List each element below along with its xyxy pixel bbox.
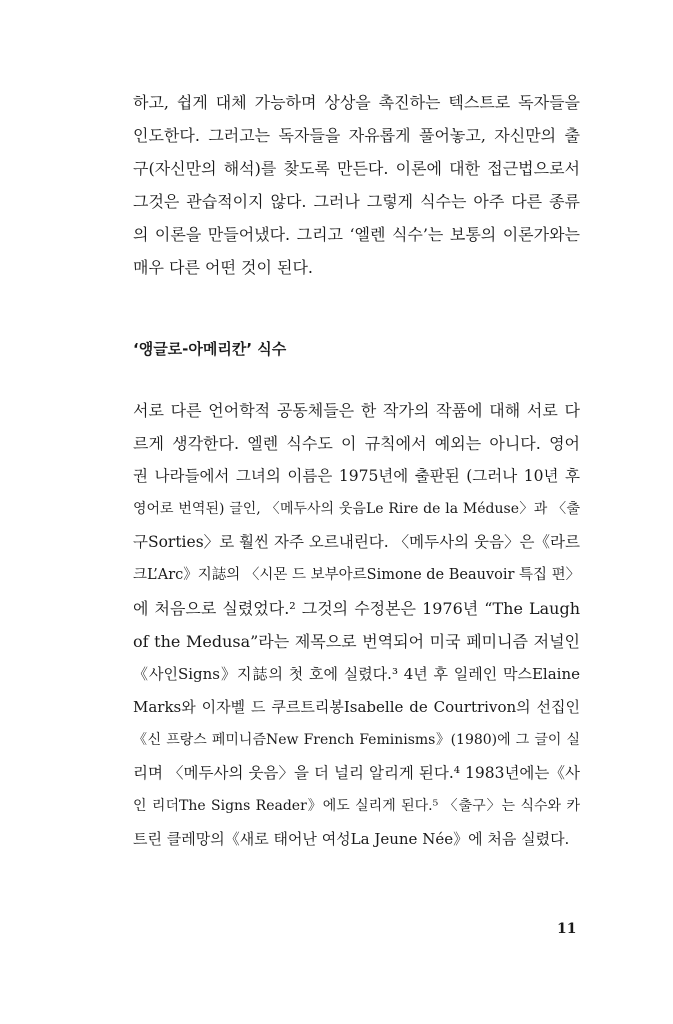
text-line: 리며 〈메두사의 웃음〉을 더 널리 알리게 된다.⁴ 1983년에는《사 xyxy=(133,764,580,782)
text-line: 매우 다른 어떤 것이 된다. xyxy=(133,258,313,277)
text-line: 《사인Signs》지誌의 첫 호에 실렸다.³ 4년 후 일레인 막스Elaine xyxy=(133,665,580,683)
text-line: 인 리더The Signs Reader》에도 실리게 된다.⁵ 〈출구〉는 식수와 카 xyxy=(133,798,580,814)
text-line: 구(자신만의 해석)를 찾도록 만든다. 이론에 대한 접근법으로서 xyxy=(133,159,580,178)
text-line: 영어로 번역된) 글인, 〈메두사의 웃음Le Rire de la Méduse〉과 〈출 xyxy=(133,501,580,517)
text-line: Marks와 이자벨 드 쿠르트리봉Isabelle de Courtrivon의 선집인 xyxy=(133,698,580,716)
text-line: 구Sorties〉로 훨씬 자주 오르내린다. 〈메두사의 웃음〉은《라르 xyxy=(133,533,580,551)
body-paragraph-2 xyxy=(133,394,580,856)
text-line: 에 처음으로 실렸었다.² 그것의 수정본은 1976년 “The Laugh xyxy=(133,599,580,618)
text-line: 《신 프랑스 페미니즘New French Feminisms》(1980)에 그 글이 실 xyxy=(133,732,580,748)
text-line: 트린 클레망의《새로 태어난 여성La Jeune Née》에 처음 실렸다. xyxy=(133,830,570,848)
text-line: 인도한다. 그러고는 독자들을 자유롭게 풀어놓고, 자신만의 출 xyxy=(133,126,580,145)
section-heading: ‘앵글로-아메리칸’ 식수 xyxy=(133,340,287,358)
text-line: 크L’Arc》지誌의 〈시몬 드 보부아르Simone de Beauvoir 특집 편〉 xyxy=(133,567,581,583)
text-line: 르게 생각한다. 엘렌 식수도 이 규칙에서 예외는 아니다. 영어 xyxy=(133,434,580,453)
text-line: of the Medusa”라는 제목으로 번역되어 미국 페미니즘 저널인 xyxy=(133,632,580,651)
text-line: 그것은 관습적이지 않다. 그러나 그렇게 식수는 아주 다른 종류 xyxy=(133,192,580,211)
page-number: 11 xyxy=(557,921,577,937)
body-paragraph-1 xyxy=(133,86,580,284)
text-line: 서로 다른 언어학적 공동체들은 한 작가의 작품에 대해 서로 다 xyxy=(133,401,580,420)
text-line: 하고, 쉽게 대체 가능하며 상상을 촉진하는 텍스트로 독자들을 xyxy=(133,93,580,112)
text-line: 권 나라들에서 그녀의 이름은 1975년에 출판된 (그러나 10년 후 xyxy=(133,467,580,485)
text-line: 의 이론을 만들어냈다. 그리고 ‘엘렌 식수’는 보통의 이론가와는 xyxy=(133,225,580,244)
